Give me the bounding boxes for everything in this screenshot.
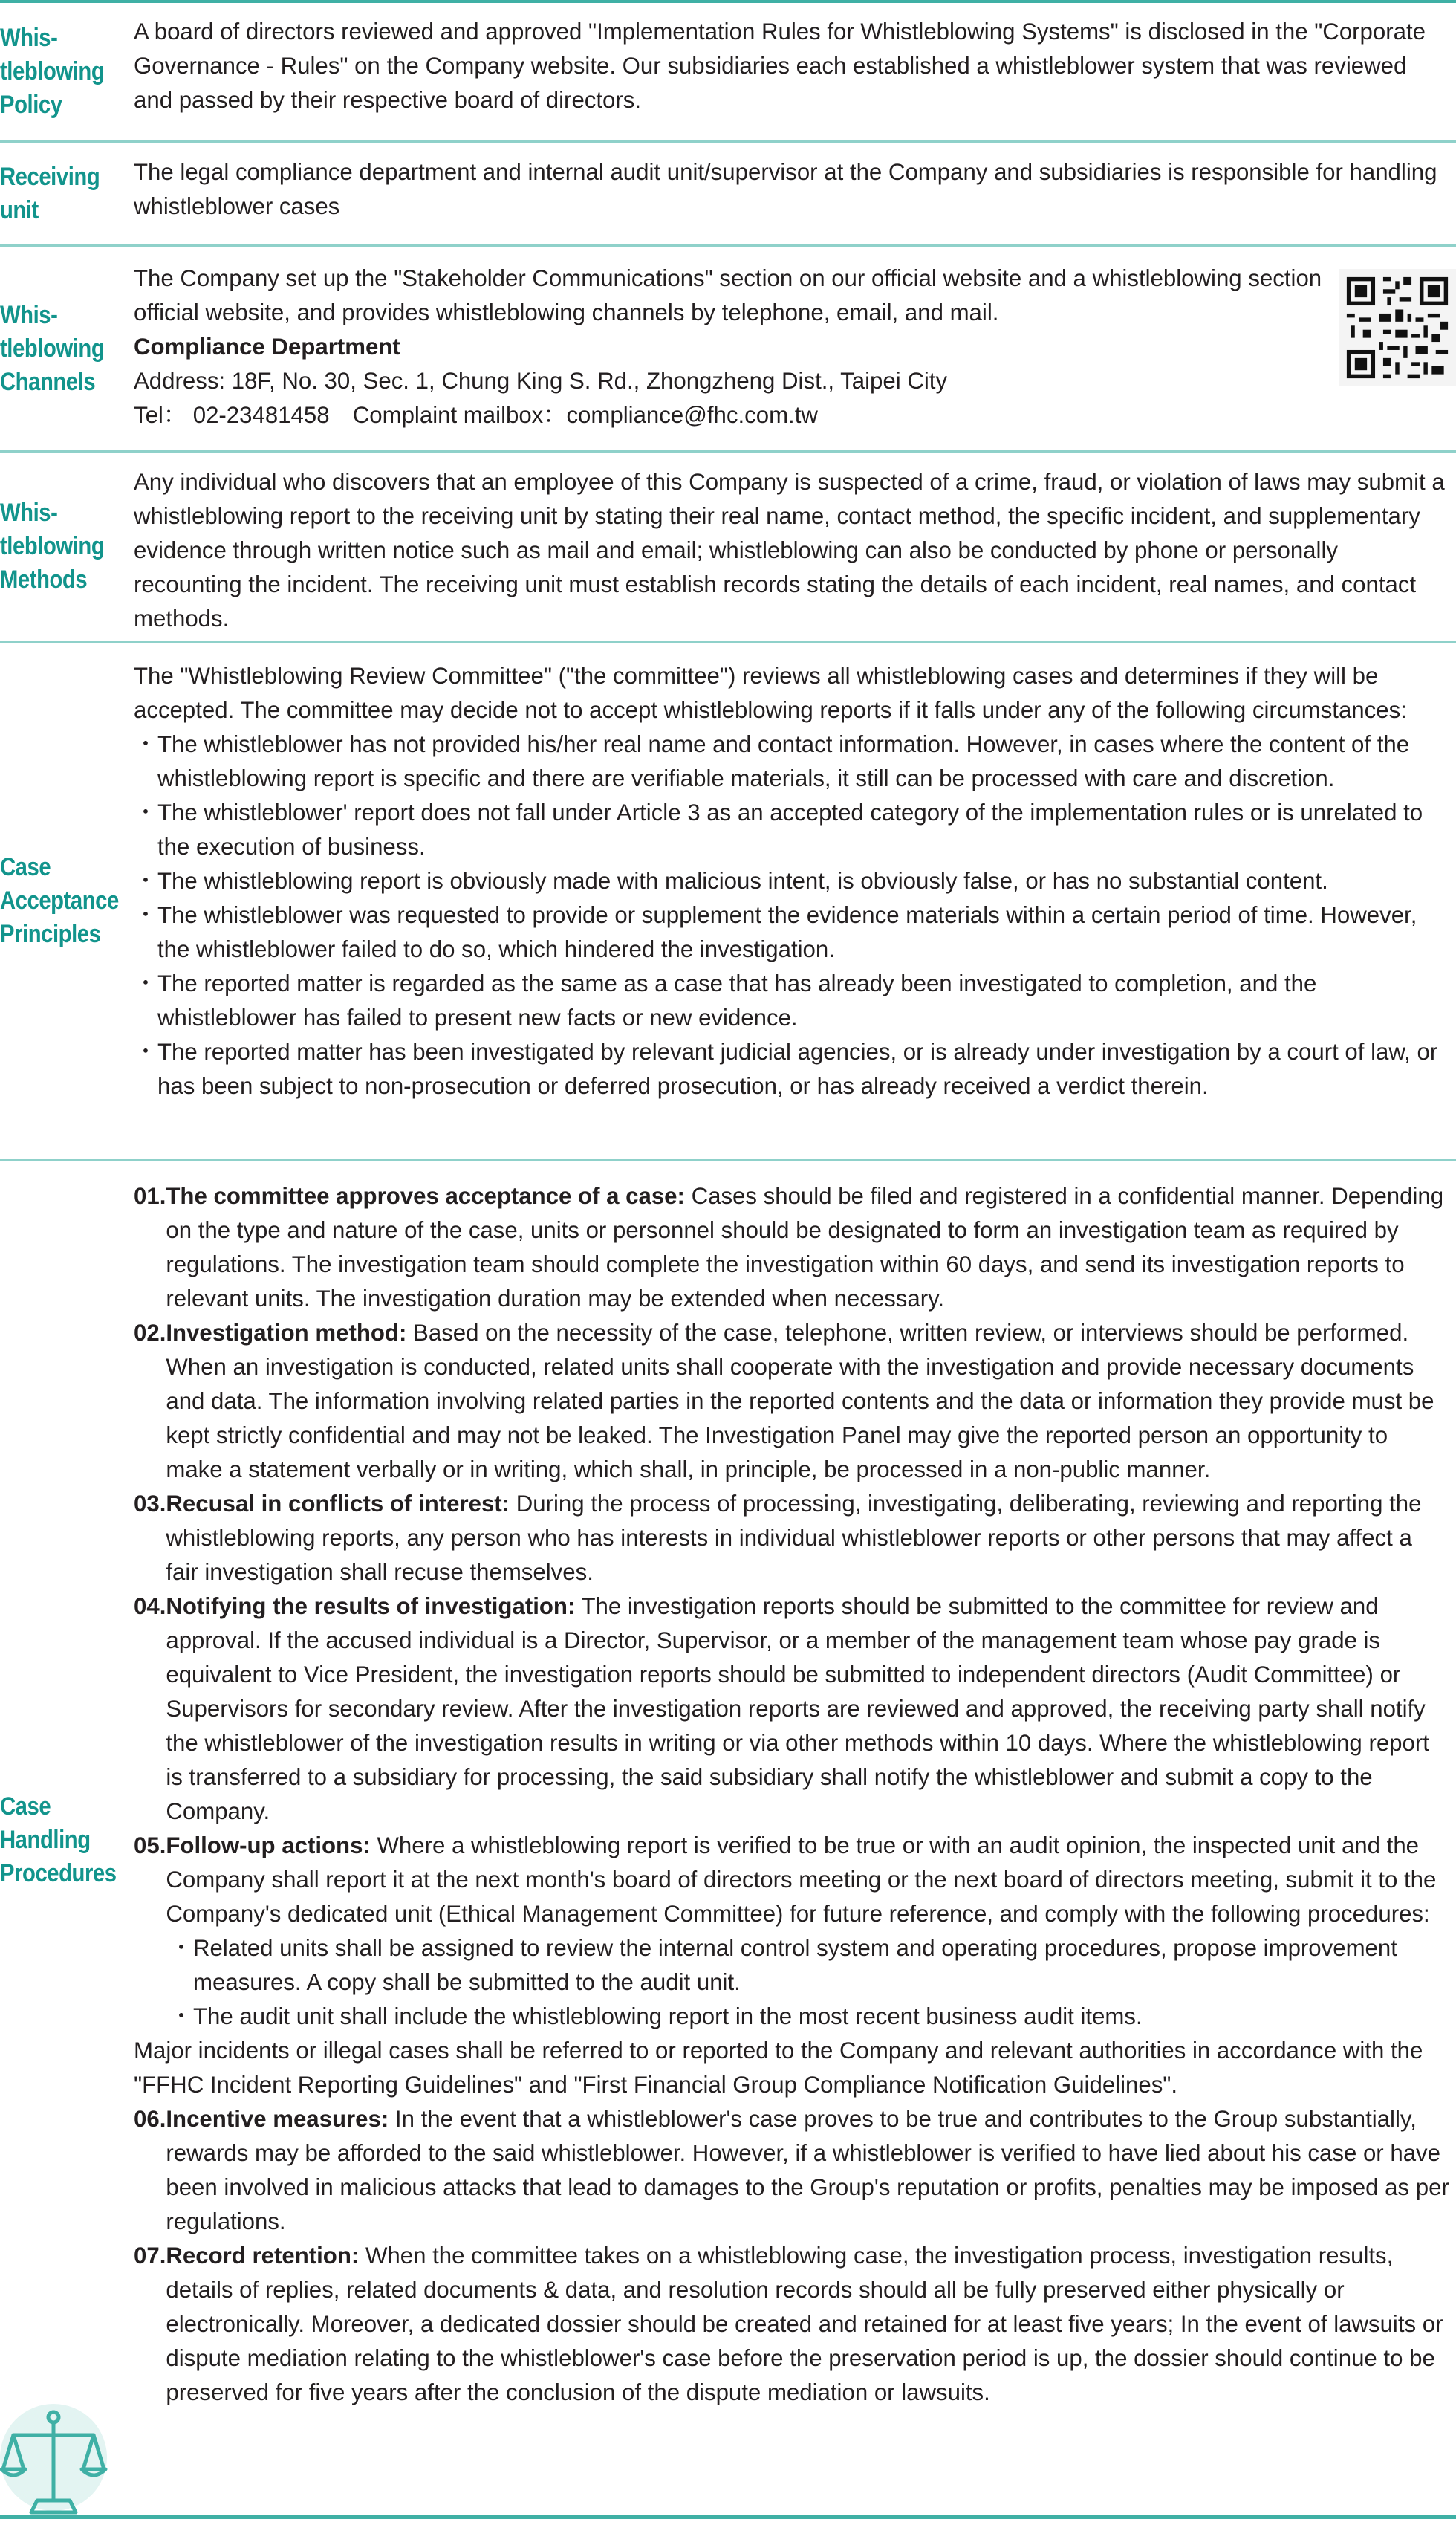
procedure-text: Cases should be filed and registered in a confidential manner. Depending on the type and nature of the case, units or personnel should be designated to form an investigation team as required by regulations. The investigation team should complete the investigation within 60 days, and send its investigation reports to relevant units. The investigation duration may be extended when necessary. [166, 1183, 1444, 1312]
list-item [134, 898, 1450, 967]
row-content [134, 247, 1456, 450]
procedure-item [134, 1179, 1450, 1316]
scales-of-justice-icon [0, 2389, 111, 2519]
followup-bullet: Related units shall be assigned to review the internal control system and operating procedures, propose improvement measures. A copy shall be submitted to the audit unit. [193, 1935, 1397, 1995]
list-item [134, 864, 1450, 898]
procedure-title: Incentive measures: [166, 2106, 389, 2132]
acceptance-bullet: The whistleblower has not provided his/her real name and contact information. However, in cases where the content of the whistleblowing report is specific and there are verifiable materials, it still can be processed with care and discretion. [157, 731, 1410, 791]
followup-bullet: The audit unit shall include the whistleblowing report in the most recent business audit items. [193, 2003, 1143, 2029]
policy-label: Whis- tleblowing Policy [0, 24, 105, 119]
procedure-number: 07. [134, 2243, 166, 2269]
procedure-title: Recusal in conflicts of interest: [166, 1491, 510, 1517]
bullet-glyph: ・ [134, 800, 157, 826]
procedure-text: During the process of processing, investigating, deliberating, reviewing and reporting the whistleblowing reports, any person who has interests in individual whistleblower reports or other persons that may affect a fair investigation shall recuse themselves. [166, 1491, 1422, 1585]
procedure-title: Follow-up actions: [166, 1832, 371, 1858]
row-content [134, 3, 1456, 140]
acceptance-bullet: The whistleblower was requested to provide or supplement the evidence materials within a certain period of time. However, the whistleblower failed to do so, which hindered the investigation. [157, 902, 1417, 962]
row-content [134, 643, 1456, 1159]
procedure-text: In the event that a whistleblower's case proves to be true and contributes to the Group substantially, rewards may be afforded to the said whistleblower. However, if a whistleblower is verified to have lied about his case or have been involved in malicious attacks that lead to damages to the Group's reputation or profits, penalties may be imposed as per regulations. [166, 2106, 1449, 2234]
procedure-item [134, 1487, 1450, 1589]
procedure-number: 02. [134, 1320, 166, 1346]
bullet-glyph: ・ [169, 1935, 193, 1961]
receiving-label: Receiving unit [0, 162, 100, 224]
procedure-item [134, 1829, 1450, 1931]
row-content [134, 1161, 1456, 2518]
procedure-number: 06. [134, 2106, 166, 2132]
procedure-title: The committee approves acceptance of a case: [166, 1183, 685, 1209]
bullet-glyph: ・ [134, 868, 157, 894]
procedure-number: 03. [134, 1491, 166, 1517]
procedure-title: Record retention: [166, 2243, 360, 2269]
procedure-number: 01. [134, 1183, 166, 1209]
row-methods [0, 453, 1456, 643]
row-label [0, 643, 134, 1159]
qr-code-icon[interactable] [1339, 269, 1456, 386]
list-item [169, 1931, 1450, 2000]
bottom-rule [0, 2515, 1456, 2519]
row-label [0, 1161, 134, 2518]
channels-label: Whis- tleblowing Channels [0, 300, 105, 396]
list-item [169, 2000, 1450, 2034]
bullet-glyph: ・ [134, 970, 157, 996]
row-label [0, 143, 134, 244]
procedure-item [134, 1589, 1450, 1829]
contact-text: Tel： 02-23481458 Complaint mailbox：compliance@fhc.com.tw [134, 402, 818, 428]
row-content [134, 453, 1456, 641]
row-label [0, 247, 134, 450]
procedure-title: Notifying the results of investigation: [166, 1593, 576, 1619]
acceptance-bullet: The reported matter is regarded as the same as a case that has already been investigated to completion, and the whistleblower has failed to present new facts or new evidence. [157, 970, 1317, 1031]
procedure-text: When the committee takes on a whistleblowing case, the investigation process, investigation results, details of replies, related documents & data, and resolution records should all be fully preserved either physically or electronically. Moreover, a dedicated dossier should be created and retained for at least five years; In the event of lawsuits or dispute mediation relating to the whistleblower's case before the preservation period is up, the dossier should continue to be preserved for five years after the conclusion of the dispute mediation or lawsuits. [166, 2243, 1443, 2405]
list-item [134, 1035, 1450, 1103]
procedure-item [134, 2102, 1450, 2239]
address-text: Address: 18F, No. 30, Sec. 1, Chung King S. Rd., Zhongzheng Dist., Taipei City [134, 368, 948, 394]
acceptance-intro: The "Whistleblowing Review Committee" ("the committee") reviews all whistleblowing cases and determines if they will be accepted. The committee may decide not to accept whistleblowing reports if it falls under any of the following circumstances: [134, 663, 1407, 723]
procedure-number: 05. [134, 1832, 166, 1858]
followup-note: Major incidents or illegal cases shall be referred to or reported to the Company and relevant authorities in accordance with the "FFHC Incident Reporting Guidelines" and "First Financial Group Compliance Notification Guidelines". [134, 2038, 1423, 2098]
list-item [134, 967, 1450, 1035]
bullet-glyph: ・ [134, 1039, 157, 1065]
acceptance-label: Case Acceptance Principles [0, 853, 119, 948]
procedure-item [134, 2239, 1450, 2410]
procedure-item [134, 1316, 1450, 1487]
procedures-label: Case Handling Procedures [0, 1792, 117, 1887]
methods-label: Whis- tleblowing Methods [0, 499, 105, 594]
procedure-text: Where a whistleblowing report is verified to be true or with an audit opinion, the inspected unit and the Company shall report it at the next month's board of directors meeting or the next board of directors meeting, submit it to the Company's dedicated unit (Ethical Management Committee) for future reference, and comply with the following procedures: [166, 1832, 1437, 1927]
methods-text: Any individual who discovers that an employee of this Company is suspected of a crime, fraud, or violation of laws may submit a whistleblowing report to the receiving unit by stating their real name, contact method, the specific incident, and supplementary evidence through written notice such as mail and email; whistleblowing can also be conducted by phone or personally recounting the incident. The receiving unit must establish records stating the details of each incident, real names, and contact methods. [134, 469, 1445, 632]
receiving-text: The legal compliance department and internal audit unit/supervisor at the Company and subsidiaries is responsible for handling whistleblower cases [134, 159, 1437, 219]
row-procedures [0, 1161, 1456, 2518]
row-label [0, 3, 134, 140]
row-receiving [0, 143, 1456, 247]
procedure-text: The investigation reports should be submitted to the committee for review and approval. If the accused individual is a Director, Supervisor, or a member of the management team whose pay grade is equivalent to Vice President, the investigation reports should be submitted to independent directors (Audit Committee) or Supervisors for secondary review. After the investigation reports are reviewed and approved, the receiving party shall notify the whistleblower of the investigation results in writing or via other methods within 10 days. Where the whistleblowing report is transferred to a subsidiary for processing, the said subsidiary shall notify the whistleblower and submit a copy to the Company. [166, 1593, 1429, 1824]
bullet-glyph: ・ [134, 731, 157, 757]
procedure-text: Based on the necessity of the case, telephone, written review, or interviews should be performed. When an investigation is conducted, related units shall cooperate with the investigation and provide necessary documents and data. The information involving related parties in the reported contents and the data or information they provide must be kept strictly confidential and may not be leaked. The Investigation Panel may give the reported person an opportunity to make a statement verbally or in writing, which shall, in principle, be processed in a non-public manner. [166, 1320, 1434, 1482]
acceptance-bullet: The reported matter has been investigated by relevant judicial agencies, or is already under investigation by a court of law, or has been subject to non-prosecution or deferred prosecution, or has already received a verdict therein. [157, 1039, 1438, 1099]
row-policy [0, 3, 1456, 143]
procedure-title: Investigation method: [166, 1320, 407, 1346]
bullet-glyph: ・ [134, 902, 157, 928]
procedure-number: 04. [134, 1593, 166, 1619]
row-content [134, 143, 1456, 244]
bullet-glyph: ・ [169, 2003, 193, 2029]
row-label [0, 453, 134, 641]
compliance-dept-heading: Compliance Department [134, 334, 400, 360]
row-acceptance [0, 643, 1456, 1161]
policy-text: A board of directors reviewed and approved "Implementation Rules for Whistleblowing Systems" is disclosed in the "Corporate Governance - Rules" on the Company website. Our subsidiaries each established a whistleblower system that was reviewed and passed by their respective board of directors. [134, 19, 1426, 113]
acceptance-bullet: The whistleblower' report does not fall under Article 3 as an accepted category of the implementation rules or is unrelated to the execution of business. [157, 800, 1423, 860]
list-item [134, 796, 1450, 864]
list-item [134, 727, 1450, 796]
channels-text: The Company set up the "Stakeholder Communications" section on our official website and a whistleblowing section official website, and provides whistleblowing channels by telephone, email, and mail. [134, 265, 1322, 325]
row-channels [0, 247, 1456, 453]
acceptance-bullet: The whistleblowing report is obviously made with malicious intent, is obviously false, or has no substantial content. [157, 868, 1328, 894]
